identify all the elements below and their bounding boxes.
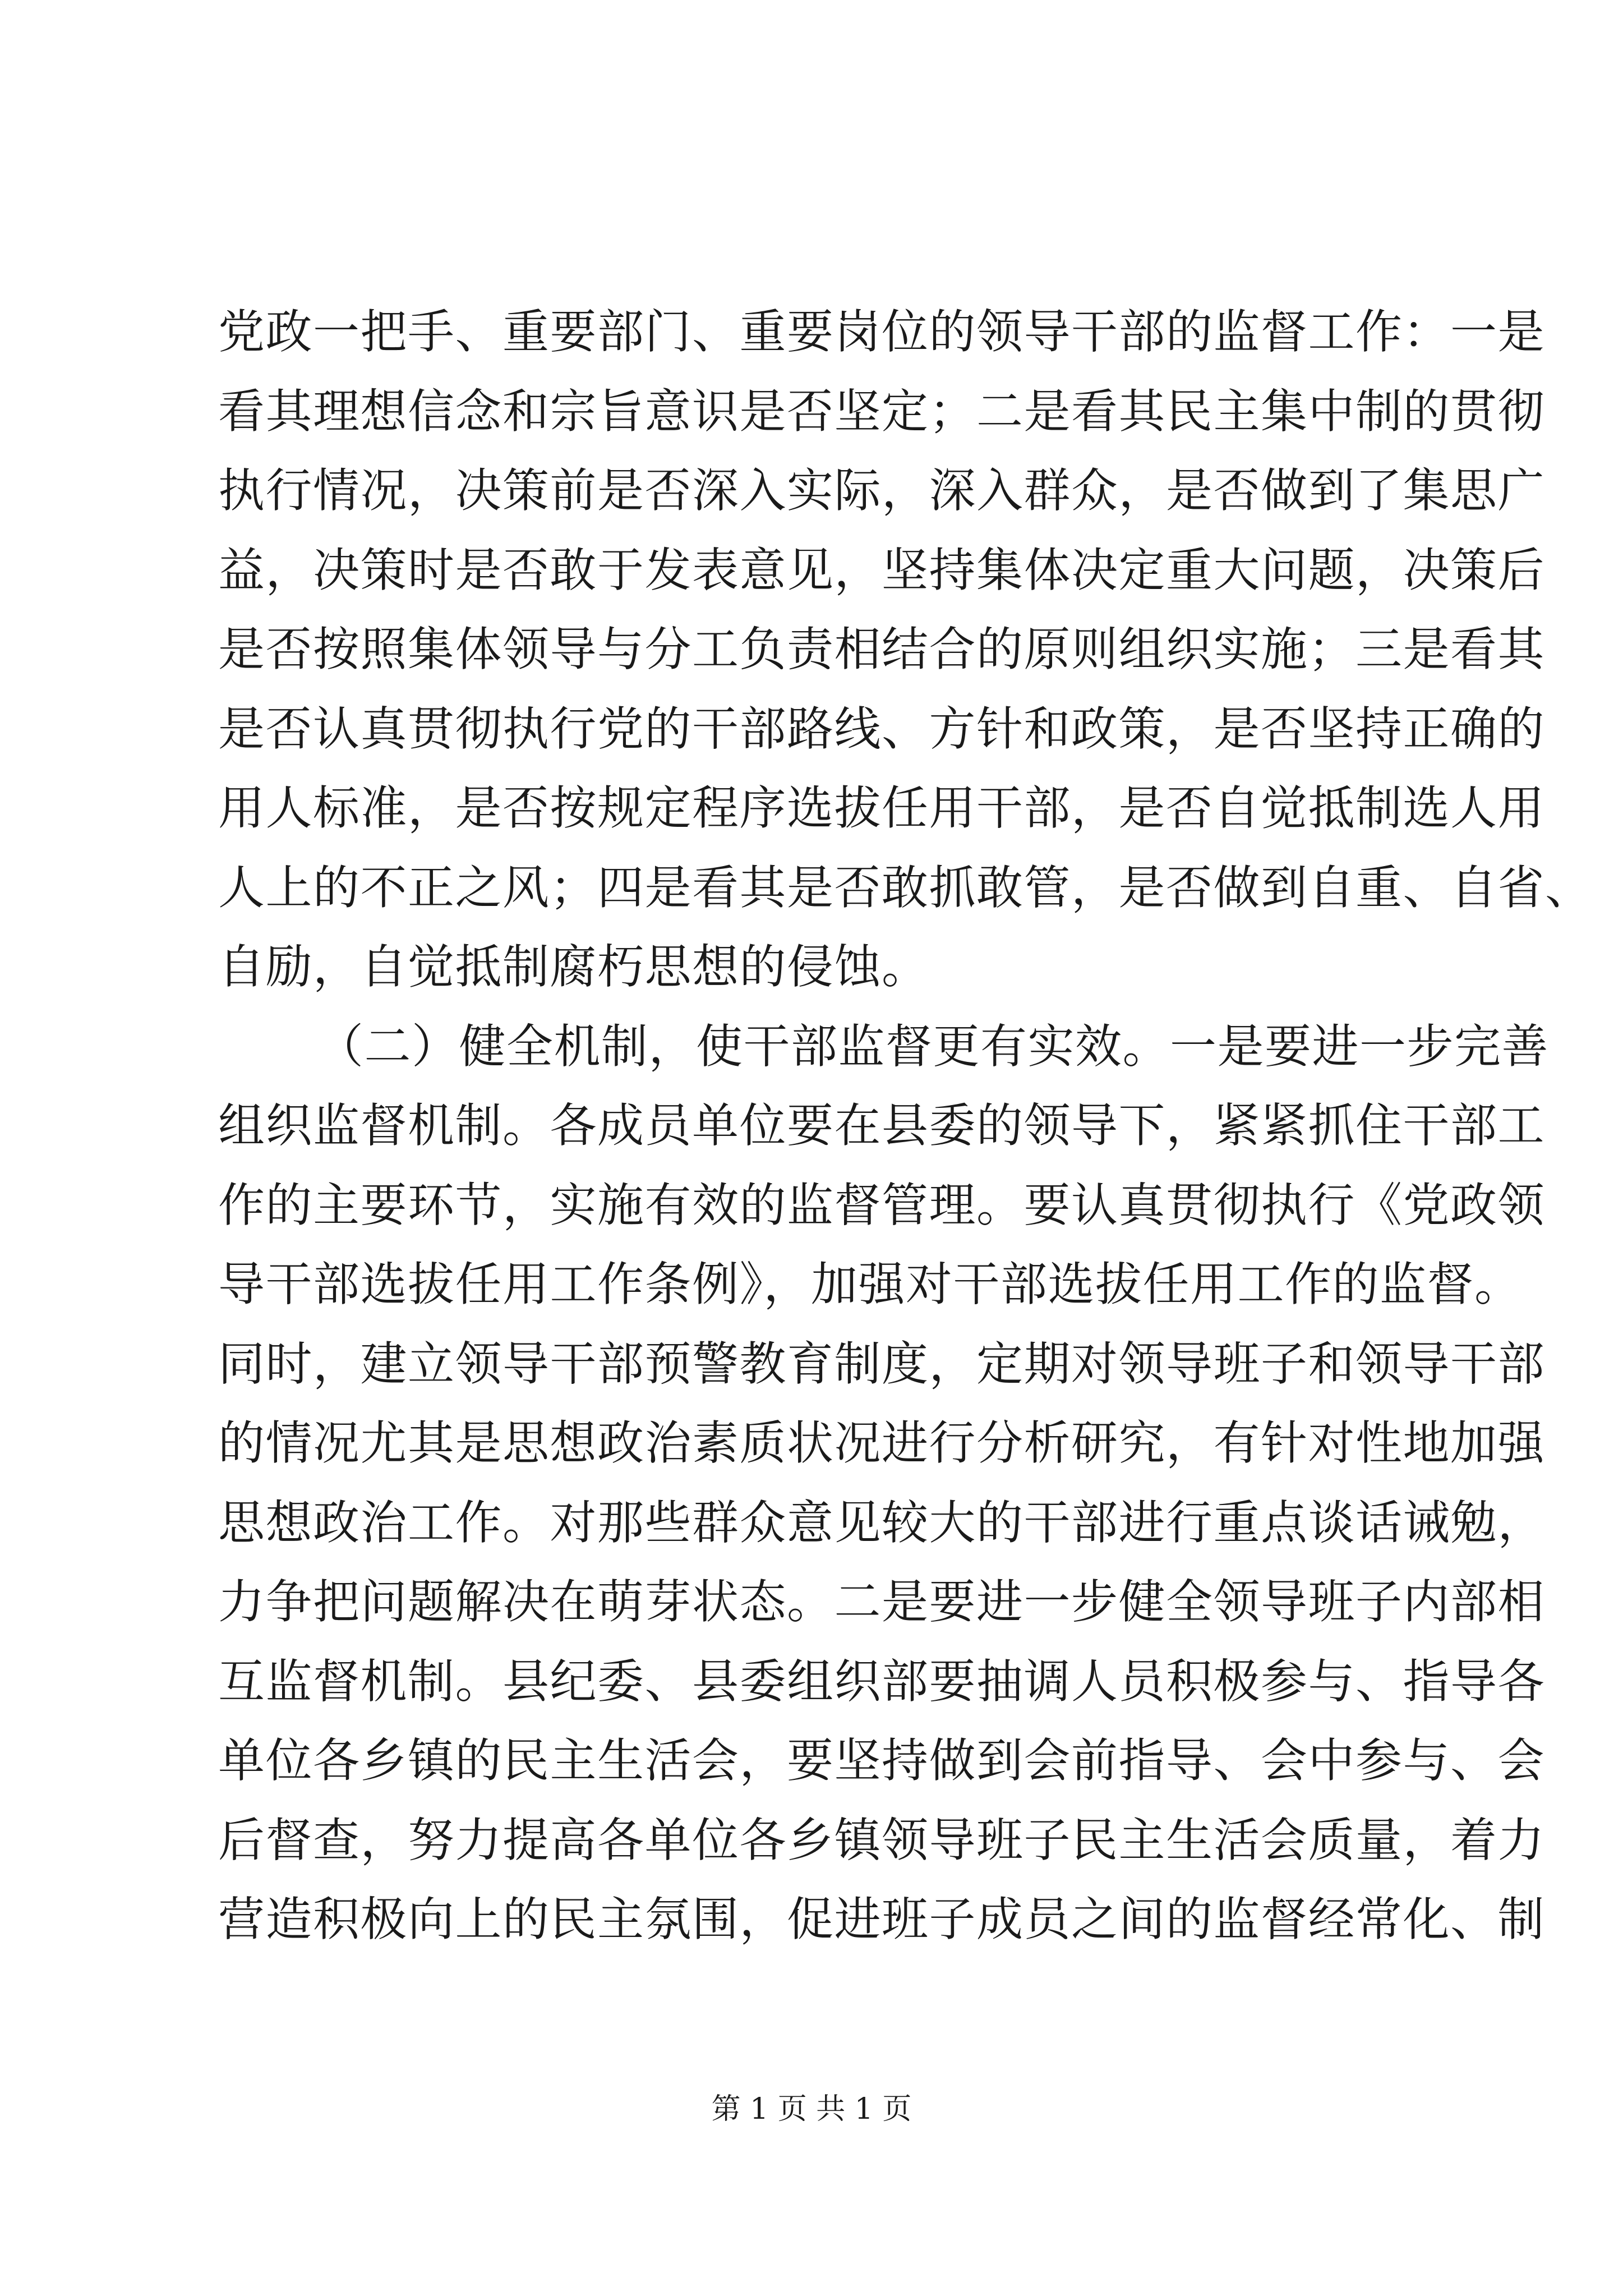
paragraph-start-line: （二）健全机制，使干部监督更有实效。一是要进一步完善 xyxy=(317,1019,1549,1074)
body-text xyxy=(218,292,1593,1959)
text-line: 思想政治工作。对那些群众意见较大的干部进行重点谈话诫勉， xyxy=(218,1495,1545,1550)
text-line: 营造积极向上的民主氛围，促进班子成员之间的监督经常化、制 xyxy=(218,1892,1545,1947)
text-line: 用人标准，是否按规定程序选拔任用干部，是否自觉抵制选人用 xyxy=(218,781,1545,835)
text-line: 后督查，努力提高各单位各乡镇领导班子民主生活会质量，着力 xyxy=(218,1812,1545,1867)
text-line: 同时，建立领导干部预警教育制度，定期对领导班子和领导干部 xyxy=(218,1336,1545,1391)
text-line: 组织监督机制。各成员单位要在县委的领导下，紧紧抓住干部工 xyxy=(218,1098,1545,1153)
text-line: 的情况尤其是思想政治素质状况进行分析研究，有针对性地加强 xyxy=(218,1416,1545,1470)
text-line: 是否按照集体领导与分工负责相结合的原则组织实施；三是看其 xyxy=(218,622,1545,677)
text-line: 自励，自觉抵制腐朽思想的侵蚀。 xyxy=(218,940,929,994)
text-line: 益，决策时是否敢于发表意见，坚持集体决定重大问题，决策后 xyxy=(218,542,1545,597)
text-line: 作的主要环节，实施有效的监督管理。要认真贯彻执行《党政领 xyxy=(218,1177,1545,1232)
text-line: 人上的不正之风；四是看其是否敢抓敢管，是否做到自重、自省、 xyxy=(218,860,1593,915)
text-line: 是否认真贯彻执行党的干部路线、方针和政策，是否坚持正确的 xyxy=(218,701,1545,756)
text-line: 看其理想信念和宗旨意识是否坚定；二是看其民主集中制的贯彻 xyxy=(218,384,1545,439)
page-footer: 第 1 页 共 1 页 xyxy=(711,2092,912,2126)
text-line: 互监督机制。县纪委、县委组织部要抽调人员积极参与、指导各 xyxy=(218,1654,1545,1709)
text-line: 执行情况，决策前是否深入实际，深入群众，是否做到了集思广 xyxy=(218,463,1545,518)
text-line: 力争把问题解决在萌芽状态。二是要进一步健全领导班子内部相 xyxy=(218,1575,1545,1629)
text-line: 单位各乡镇的民主生活会，要坚持做到会前指导、会中参与、会 xyxy=(218,1733,1545,1788)
text-line: 导干部选拔任用工作条例》，加强对干部选拔任用工作的监督。 xyxy=(218,1257,1522,1312)
text-line: 党政一把手、重要部门、重要岗位的领导干部的监督工作：一是 xyxy=(218,305,1545,359)
